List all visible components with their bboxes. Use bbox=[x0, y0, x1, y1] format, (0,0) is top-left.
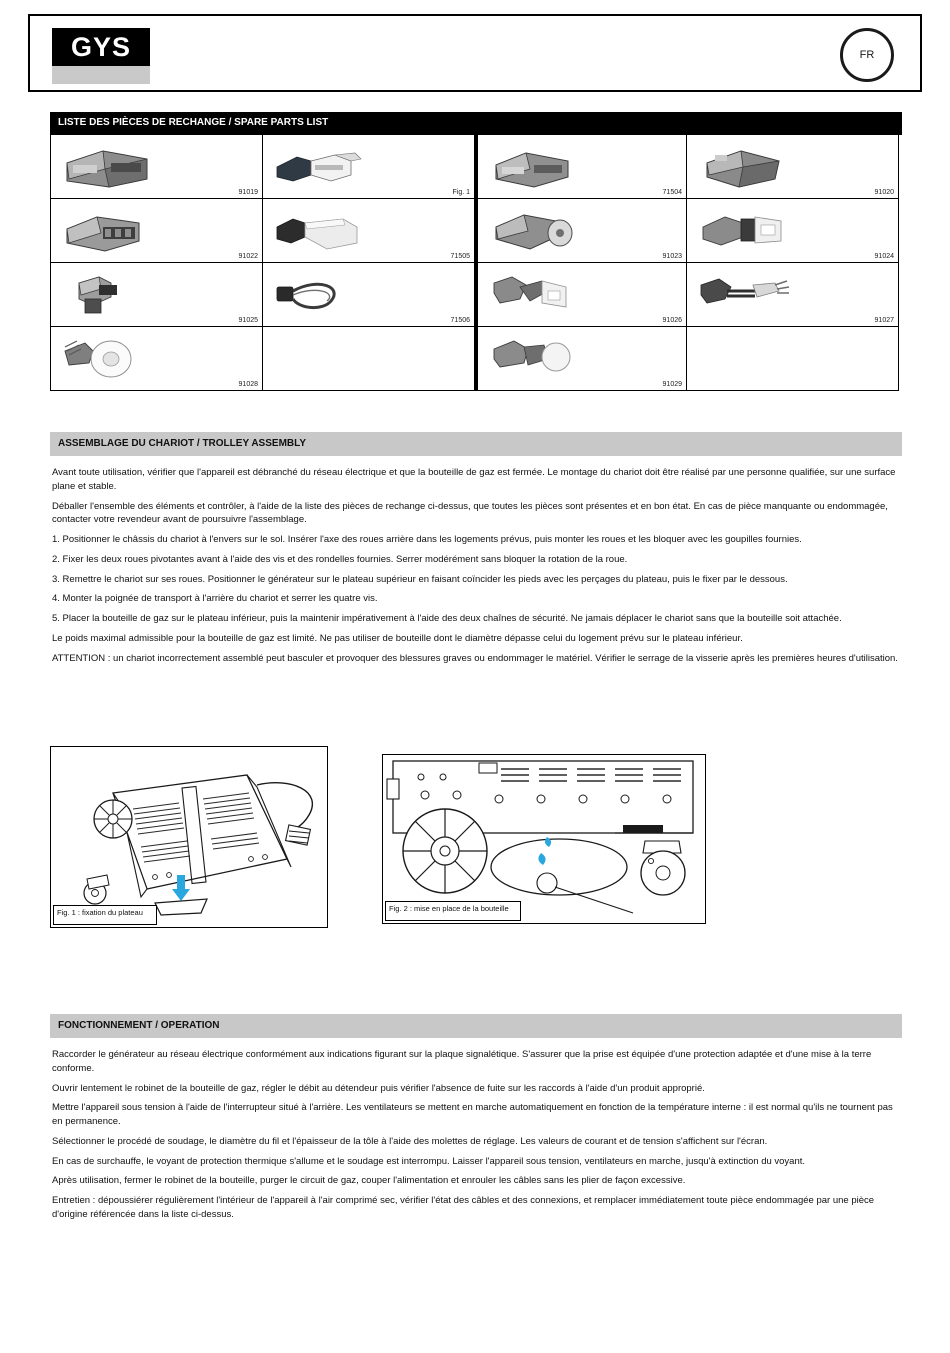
swivel-caster-wheel-icon bbox=[59, 333, 155, 385]
part-ref: 91027 bbox=[874, 317, 894, 324]
trolley-base-mounting-diagram bbox=[51, 747, 328, 928]
page-header bbox=[28, 14, 922, 92]
table-row bbox=[51, 135, 263, 199]
assembly-paragraph: 3. Remettre le chariot sur ses roues. Positionner le générateur sur le plateau supérieur en faisant coïncider les pieds avec les perçages du plateau, puis le fixer par le dessous. bbox=[52, 573, 788, 585]
table-row bbox=[687, 135, 899, 199]
part-ref: 91020 bbox=[874, 189, 894, 196]
table-row bbox=[474, 327, 687, 391]
power-module-block-icon bbox=[59, 141, 155, 193]
part-ref: 91022 bbox=[238, 253, 258, 260]
logo-underbar bbox=[52, 66, 150, 84]
part-ref: 91023 bbox=[662, 253, 682, 260]
assembly-paragraph: 5. Placer la bouteille de gaz sur le plateau inférieur, puis la maintenir impérativement à l'aide des deux chaînes de sécurité. Ne jamais déplacer le chariot sans que la bouteille soit attachée. bbox=[52, 613, 842, 625]
section-bar-operation: FONCTIONNEMENT / OPERATION bbox=[50, 1014, 902, 1038]
table-row bbox=[687, 327, 899, 391]
on-off-switch-icon bbox=[695, 205, 791, 257]
operation-paragraph: En cas de surchauffe, le voyant de protection thermique s'allume et le soudage est interrompu. Laisser l'appareil sous tension, ventilateurs en marche, jusqu'à extinction du voyant. bbox=[52, 1155, 806, 1167]
part-ref: 91029 bbox=[662, 381, 682, 388]
assembly-paragraph: 4. Monter la poignée de transport à l'arrière du chariot et serrer les quatre vis. bbox=[52, 593, 378, 605]
spare-parts-grid bbox=[50, 134, 902, 391]
table-row bbox=[51, 263, 263, 327]
accessory-bag-icon bbox=[271, 205, 367, 257]
table-row bbox=[51, 199, 263, 263]
part-image-ref: Fig. 1 bbox=[452, 189, 470, 196]
table-row bbox=[263, 135, 475, 199]
part-ref: 91024 bbox=[874, 253, 894, 260]
table-row bbox=[263, 199, 475, 263]
brand-logo bbox=[52, 28, 150, 84]
figure-trolley-base bbox=[50, 746, 328, 928]
assembly-paragraph: Avant toute utilisation, vérifier que l'appareil est débranché du réseau électrique et que la bouteille de gaz est fermée. Le montage du chariot doit être réalisé par une personne qualifiée, sur une surface plane et stable. bbox=[52, 467, 896, 492]
assembly-paragraph: 2. Fixer les deux roues pivotantes avant à l'aide des vis et des rondelles fournies. Serrer modérément sans bloquer la rotation de la roue. bbox=[52, 553, 628, 565]
carry-handle-icon bbox=[486, 333, 582, 385]
hf-transformer-block-icon bbox=[486, 141, 582, 193]
assembly-paragraph: Le poids maximal admissible pour la bouteille de gaz est limité. Ne pas utiliser de bouteille dont le diamètre dépasse celui du logement prévu sur le plateau inférieur. bbox=[52, 632, 743, 644]
main-pcb-module-icon bbox=[59, 205, 155, 257]
assembly-text-block bbox=[52, 466, 898, 671]
fan-assembly-icon bbox=[486, 205, 582, 257]
output-choke-block-icon bbox=[695, 141, 791, 193]
table-row bbox=[687, 199, 899, 263]
table-row bbox=[51, 327, 263, 391]
power-supply-cable-icon bbox=[695, 269, 791, 321]
table-row bbox=[474, 135, 687, 199]
operation-paragraph: Ouvrir lentement le robinet de la bouteille de gaz, régler le débit au détendeur puis vérifier l'absence de fuite sur les raccords à l'aide d'un produit approprié. bbox=[52, 1082, 705, 1094]
part-ref: 91028 bbox=[238, 381, 258, 388]
wiring-harness-loop-icon bbox=[271, 269, 367, 321]
figure-gas-cylinder bbox=[382, 754, 706, 924]
part-ref: 91019 bbox=[238, 189, 258, 196]
part-ref: 71505 bbox=[450, 253, 470, 260]
language-badge-label: FR bbox=[859, 49, 875, 61]
part-ref: 71506 bbox=[450, 317, 470, 324]
spare-parts-table bbox=[50, 112, 902, 391]
figure-caption-right: Fig. 2 : mise en place de la bouteille bbox=[385, 901, 521, 921]
part-ref: 91025 bbox=[238, 317, 258, 324]
gas-solenoid-valve-icon bbox=[59, 269, 155, 321]
operation-paragraph: Après utilisation, fermer le robinet de la bouteille, purger le circuit de gaz, couper l'alimentation et enrouler les câbles sans les plier de façon excessive. bbox=[52, 1175, 686, 1187]
cable-lug-connector-icon bbox=[271, 141, 367, 193]
table-row bbox=[687, 263, 899, 327]
table-row bbox=[474, 199, 687, 263]
figure-caption-left: Fig. 1 : fixation du plateau bbox=[53, 905, 157, 925]
part-ref: 71504 bbox=[662, 189, 682, 196]
logo-text: GYS bbox=[52, 28, 150, 66]
gas-cylinder-placement-diagram bbox=[383, 755, 706, 924]
operation-paragraph: Sélectionner le procédé de soudage, le diamètre du fil et l'épaisseur de la tôle à l'aide des molettes de réglage. Les valeurs de courant et de tension s'affichent sur l'écran. bbox=[52, 1135, 768, 1147]
table-row bbox=[474, 263, 687, 327]
operation-text-block bbox=[52, 1048, 898, 1228]
operation-paragraph: Entretien : dépoussiérer régulièrement l'intérieur de l'appareil à l'air comprimé sec, vérifier l'état des câbles et des connexions, et remplacer immédiatement toute pièce endommagée par une pièce d'origine référencée dans la liste ci-dessus. bbox=[52, 1195, 875, 1220]
quick-gas-coupling-icon bbox=[486, 269, 582, 321]
assembly-paragraph: 1. Positionner le châssis du chariot à l'envers sur le sol. Insérer l'axe des roues arrière dans les logements prévus, puis monter les roues et les bloquer avec les goupilles fournies. bbox=[52, 534, 802, 546]
assembly-paragraph: Déballer l'ensemble des éléments et contrôler, à l'aide de la liste des pièces de rechange ci-dessus, que toutes les pièces sont présentes et en bon état. En cas de pièce manquante ou endommagée, contacter votre revendeur avant de poursuivre l'assemblage. bbox=[52, 500, 888, 526]
spare-parts-title: LISTE DES PIÈCES DE RECHANGE / SPARE PARTS LIST bbox=[50, 112, 902, 134]
operation-paragraph: Raccorder le générateur au réseau électrique conformément aux indications figurant sur la plaque signalétique. S'assurer que la prise est équipée d'une protection adaptée et d'une mise à la terre conforme. bbox=[52, 1049, 872, 1074]
table-row bbox=[263, 263, 475, 327]
table-row bbox=[263, 327, 475, 391]
section-bar-assembly: ASSEMBLAGE DU CHARIOT / TROLLEY ASSEMBLY bbox=[50, 432, 902, 456]
part-ref: 91026 bbox=[662, 317, 682, 324]
operation-paragraph: Mettre l'appareil sous tension à l'aide de l'interrupteur situé à l'arrière. Les ventilateurs se mettent en marche automatiquement en fonction de la température interne : il est normal qu'ils ne tournent pas en permanence. bbox=[52, 1102, 893, 1128]
assembly-paragraph: ATTENTION : un chariot incorrectement assemblé peut basculer et provoquer des blessures graves ou endommager le matériel. Vérifier le serrage de la visserie après les premières heures d'utilisation. bbox=[52, 652, 898, 664]
